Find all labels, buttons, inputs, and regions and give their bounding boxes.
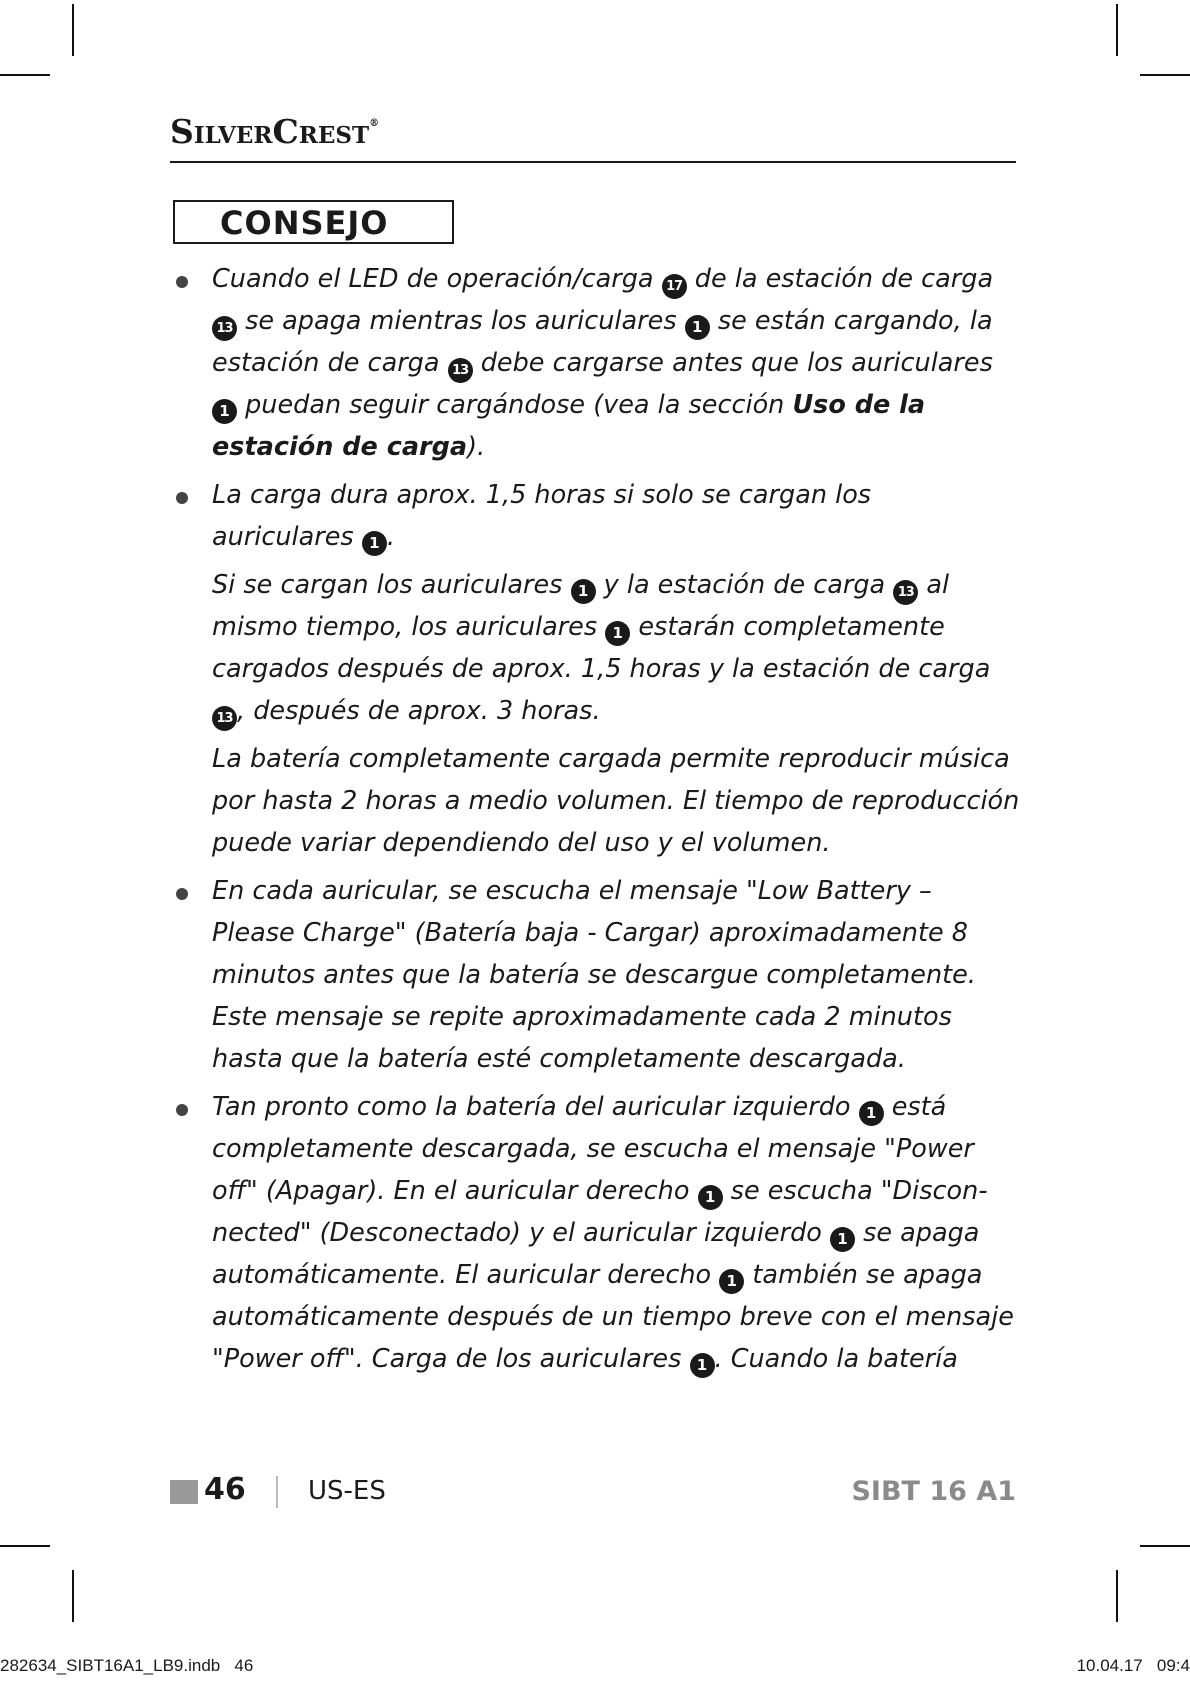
ref-number-icon: 17 [662,274,687,299]
page-number: 46 [204,1472,246,1507]
language-code: US-ES [308,1476,386,1506]
crop-mark [1140,74,1190,76]
page-footer [168,1474,1016,1510]
ref-number-icon: 13 [448,358,473,383]
brand-logo: SilverCrest® [170,112,380,151]
note-heading-box [173,200,454,244]
list-item [168,258,1020,468]
paragraph: La carga dura aprox. 1,5 horas si solo se cargan los auriculares 1 . [212,474,1020,558]
ref-number-icon: 1 [362,531,387,556]
note-heading: CONSEJO [220,204,389,242]
ref-number-icon: 1 [830,1227,855,1252]
crop-mark [0,1545,50,1547]
ref-number-icon: 1 [571,579,596,604]
ref-number-icon: 13 [212,316,237,341]
crop-mark [1116,4,1118,56]
header-rule [170,161,1016,163]
section-reference: Uso de la estación de carga [212,390,926,462]
ref-number-icon: 13 [212,706,237,731]
print-slug-datetime: 10.04.17 09:4 [1076,1656,1190,1675]
paragraph: Si se cargan los auriculares 1 y la estación de carga 13 al mismo tiempo, los auriculares 1 estarán completamente cargados después de aprox. 1,5 horas y la estación de carga 13 , después de aprox. 3 horas. [212,564,1020,732]
list-item [168,474,1020,864]
paragraph: En cada auricular, se escucha el mensaje "Low Battery – Please Charge" (Batería baja - Cargar) aproximadamente 8 minutos antes que la batería se descargue completamente. Este mensaje se repite aproximadamente cada 2 minutos hasta que la batería esté completamente descargada. [212,876,976,1074]
ref-number-icon: 1 [690,1353,715,1378]
crop-mark [1116,1570,1118,1622]
model-number: SIBT 16 A1 [851,1476,1016,1507]
footer-divider [276,1476,278,1508]
paragraph: Tan pronto como la batería del auricular izquierdo 1 está completamente descargada, se escucha el mensaje "Power off" (Apagar). En el auricular derecho 1 se escucha "Discon-nected" (Desconectado) y el auricular izquierdo 1 se apaga automáticamente. El auricular derecho 1 también se apaga automáticamente después de un tiempo breve con el mensaje "Power off". Carga de los auriculares 1 . Cuando la batería [212,1086,1020,1380]
ref-number-icon: 1 [605,621,630,646]
note-content [168,258,1020,1386]
crop-mark [1140,1545,1190,1547]
list-item [168,1086,1020,1380]
paragraph: La batería completamente cargada permite reproducir música por hasta 2 horas a medio volumen. El tiempo de reproducción puede variar dependiendo del uso y el volumen. [212,744,1020,858]
ref-number-icon: 1 [719,1269,744,1294]
list-item [168,870,1020,1080]
ref-number-icon: 1 [859,1101,884,1126]
note-bullet-list [168,258,1020,1380]
crop-mark [72,1570,74,1622]
crop-mark [0,74,50,76]
ref-number-icon: 1 [212,399,237,424]
footer-square-icon [170,1480,198,1504]
ref-number-icon: 1 [685,315,710,340]
paragraph: Cuando el LED de operación/carga 17 de la estación de carga 13 se apaga mientras los auriculares 1 se están cargando, la estación de carga 13 debe cargarse antes que los auriculares 1 puedan seguir cargándose (vea la sección Uso de la estación de carga). [212,264,994,462]
crop-mark [72,4,74,56]
print-slug-file: 282634_SIBT16A1_LB9.indb 46 [0,1656,254,1675]
ref-number-icon: 13 [893,580,918,605]
ref-number-icon: 1 [698,1185,723,1210]
